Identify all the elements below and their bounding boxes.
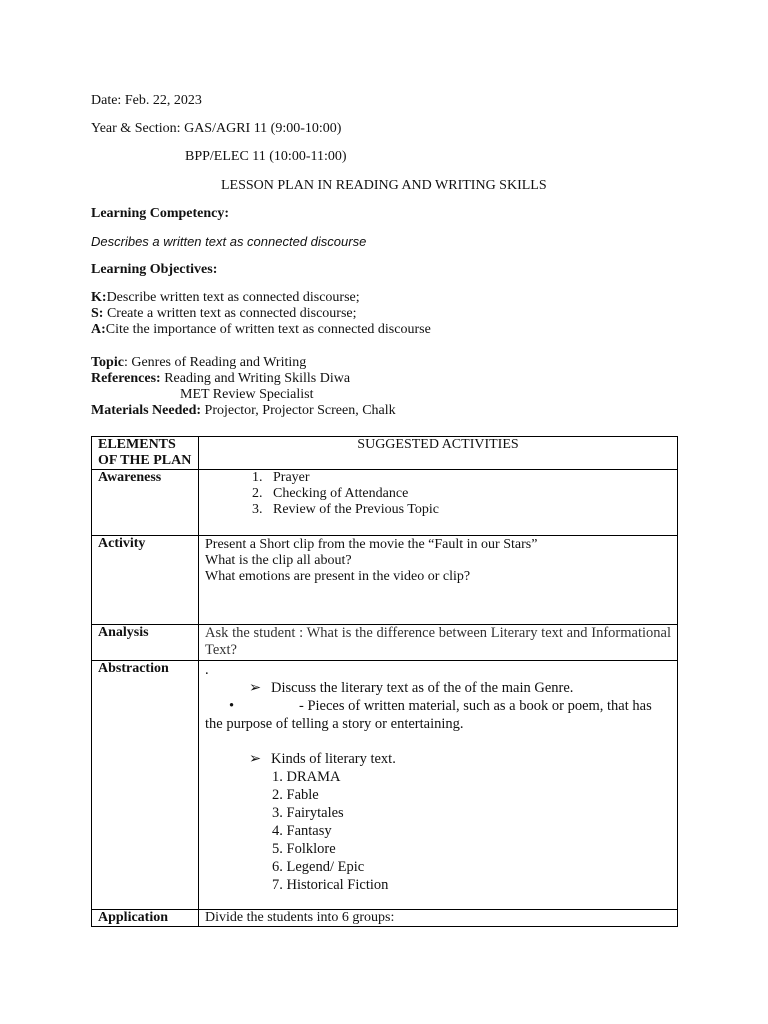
competency-label: Learning Competency: xyxy=(91,206,230,221)
list-item-text: Review of the Previous Topic xyxy=(273,502,439,517)
date-line xyxy=(91,93,202,109)
abstraction-label: Abstraction xyxy=(92,661,199,910)
activity-cell xyxy=(199,536,678,625)
references-label: References: xyxy=(91,371,161,386)
year-section-line xyxy=(91,121,341,137)
list-item: 6. Legend/ Epic xyxy=(272,859,365,875)
bullet-dot-icon: • xyxy=(229,698,235,714)
materials-value: Projector, Projector Screen, Chalk xyxy=(201,403,396,418)
objective-s xyxy=(91,306,357,322)
list-item xyxy=(252,502,671,518)
arrow-bullet-icon: ➢ xyxy=(249,680,262,696)
abstraction-bullet-2-text: Kinds of literary text. xyxy=(271,751,396,767)
abstraction-subpoint-text: - Pieces of written material, such as a book or poem, that has the purpose of telling a story or entertaining. xyxy=(205,698,652,732)
list-item: 4. Fantasy xyxy=(272,823,332,839)
objectives-label: Learning Objectives: xyxy=(91,262,218,277)
list-item-text: Prayer xyxy=(273,470,310,485)
list-item: 2. Fable xyxy=(272,787,319,803)
row-activity xyxy=(92,536,678,625)
literary-kinds-list xyxy=(205,768,671,894)
abstraction-dot: . xyxy=(205,662,209,678)
list-number: 3. xyxy=(252,502,263,517)
list-item: 3. Fairytales xyxy=(272,805,344,821)
awareness-list xyxy=(205,470,671,518)
abstraction-cell xyxy=(199,661,678,910)
analysis-label: Analysis xyxy=(92,625,199,661)
objective-k-key: K: xyxy=(91,290,107,305)
references-line xyxy=(91,371,350,387)
row-awareness xyxy=(92,470,678,536)
lesson-plan-table xyxy=(91,436,678,927)
activity-label: Activity xyxy=(92,536,199,625)
materials-line xyxy=(91,403,396,419)
objective-a-key: A: xyxy=(91,322,106,337)
abstraction-subpoint xyxy=(205,697,671,733)
row-analysis xyxy=(92,625,678,661)
header-activities: SUGGESTED ACTIVITIES xyxy=(199,437,678,470)
activity-line-3: What emotions are present in the video or clip? xyxy=(205,569,471,584)
objective-k-text: Describe written text as connected discourse; xyxy=(106,290,360,305)
date-label: Date: xyxy=(91,93,122,108)
abstraction-bullet-2 xyxy=(205,750,671,768)
topic-line xyxy=(91,355,306,371)
activity-line-2: What is the clip all about? xyxy=(205,553,352,568)
spacer xyxy=(205,733,671,750)
list-item-text: Checking of Attendance xyxy=(273,486,409,501)
year-section-label: Year & Section: xyxy=(91,121,181,136)
topic-value: : Genres of Reading and Writing xyxy=(123,355,307,370)
activity-line-1: Present a Short clip from the movie the “Fault in our Stars” xyxy=(205,537,538,552)
list-item: 1. DRAMA xyxy=(272,769,341,785)
objective-s-text: Create a written text as connected discourse; xyxy=(103,306,357,321)
row-abstraction xyxy=(92,661,678,910)
awareness-cell xyxy=(199,470,678,536)
row-application xyxy=(92,910,678,927)
list-item: 5. Folklore xyxy=(272,841,336,857)
application-text: Divide the students into 6 groups: xyxy=(199,910,678,927)
table-header-row xyxy=(92,437,678,470)
references-2: MET Review Specialist xyxy=(180,387,314,402)
arrow-bullet-icon: ➢ xyxy=(249,751,262,767)
abstraction-bullet-1-text: Discuss the literary text as of the of the main Genre. xyxy=(271,680,574,696)
list-item xyxy=(252,470,671,486)
section-2: BPP/ELEC 11 (10:00-11:00) xyxy=(185,149,347,164)
list-item xyxy=(252,486,671,502)
awareness-label: Awareness xyxy=(92,470,199,536)
section-1: GAS/AGRI 11 (9:00-10:00) xyxy=(184,121,342,136)
list-number: 1. xyxy=(252,470,263,485)
list-item: 7. Historical Fiction xyxy=(272,877,389,893)
abstraction-bullet-1 xyxy=(205,679,671,697)
application-label: Application xyxy=(92,910,199,927)
document-title: LESSON PLAN IN READING AND WRITING SKILLS xyxy=(221,178,547,193)
list-number: 2. xyxy=(252,486,263,501)
objective-a-text: Cite the importance of written text as connected discourse xyxy=(105,322,431,337)
competency-text: Describes a written text as connected discourse xyxy=(91,234,367,249)
date-value: Feb. 22, 2023 xyxy=(124,93,202,108)
analysis-text: Ask the student : What is the difference between Literary text and Informational Text? xyxy=(199,625,678,661)
objective-k xyxy=(91,290,360,306)
topic-label: Topic xyxy=(91,355,124,370)
materials-label: Materials Needed: xyxy=(91,403,202,418)
objective-a xyxy=(91,322,431,338)
header-elements: ELEMENTS OF THE PLAN xyxy=(92,437,199,470)
objective-s-key: S: xyxy=(91,306,104,321)
references-1: Reading and Writing Skills Diwa xyxy=(160,371,351,386)
